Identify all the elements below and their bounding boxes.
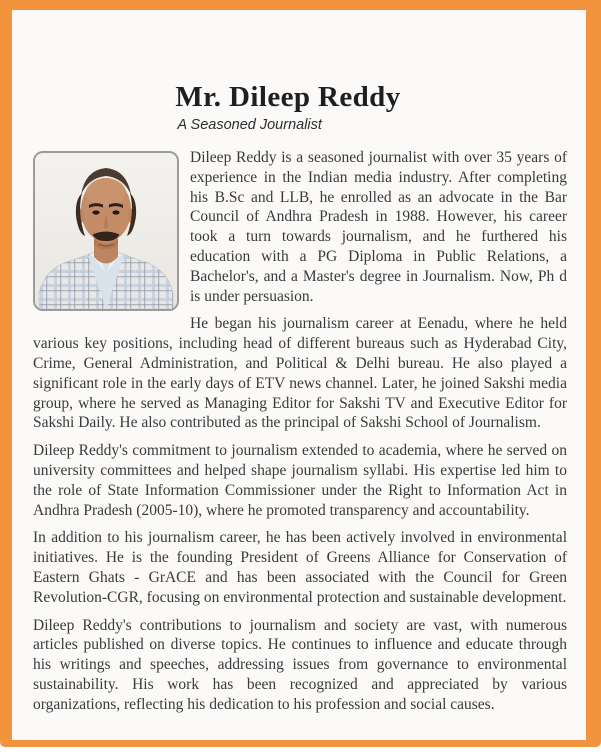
bio-paragraph-4: In addition to his journalism career, he has been actively involved in environmental initiatives. He is the founding President of Greens Alliance for Conservation of Eastern Ghats - GrACE and has been associated with the Council for Green Revolution-CGR, focusing on environmental protection and sustainable development.: [33, 529, 567, 606]
portrait-illustration: [35, 153, 177, 309]
eye-right: [112, 210, 119, 214]
bio-paragraph-1: Dileep Reddy is a seasoned journalist with over 35 years of experience in the Indian media industry. After completing his B.Sc and LLB, he enrolled as an advocate in the Bar Council of Andhra Pradesh in 1988. However, his career took a turn towards journalism, and he furthered his education with a PG Diploma in Public Relations, a Bachelor's, and a Master's degree in Journalism. Now, Ph d is under persuasion.: [190, 149, 567, 305]
page-title: Mr. Dileep Reddy: [175, 81, 401, 113]
bio-paragraph-3: Dileep Reddy's commitment to journalism extended to academia, where he served on university committees and helped shape journalism syllabi. His expertise led him to the role of State Information Commissioner under the Right to Information Act in Andhra Pradesh (2005-10), where he promoted transparency and accountability.: [33, 442, 567, 519]
bio-paragraph-2: He began his journalism career at Eenadu, where he held various key positions, including head of different bureaus such as Hyderabad City, Crime, General Administration, and Political & Delhi bureau. He also played a significant role in the early days of ETV news channel. Later, he joined Sakshi media group, where he served as Managing Editor for Sakshi TV and Executive Editor for Sakshi Daily. He also contributed as the principal of Sakshi School of Journalism.: [33, 315, 567, 432]
header: [175, 80, 400, 134]
bio-page: [12, 10, 586, 740]
portrait-photo: [33, 151, 179, 311]
bio-paragraph-5: Dileep Reddy's contributions to journalism and society are vast, with numerous articles published on diverse topics. He continues to influence and educate through his writings and speeches, addressing issues from governance to environmental sustainability. His work has been recognized and appreciated by various organizations, reflecting his dedication to his profession and social causes.: [33, 616, 567, 713]
eye-left: [92, 210, 99, 214]
page-subtitle: A Seasoned Journalist: [177, 117, 322, 133]
biography-text: [33, 148, 567, 715]
